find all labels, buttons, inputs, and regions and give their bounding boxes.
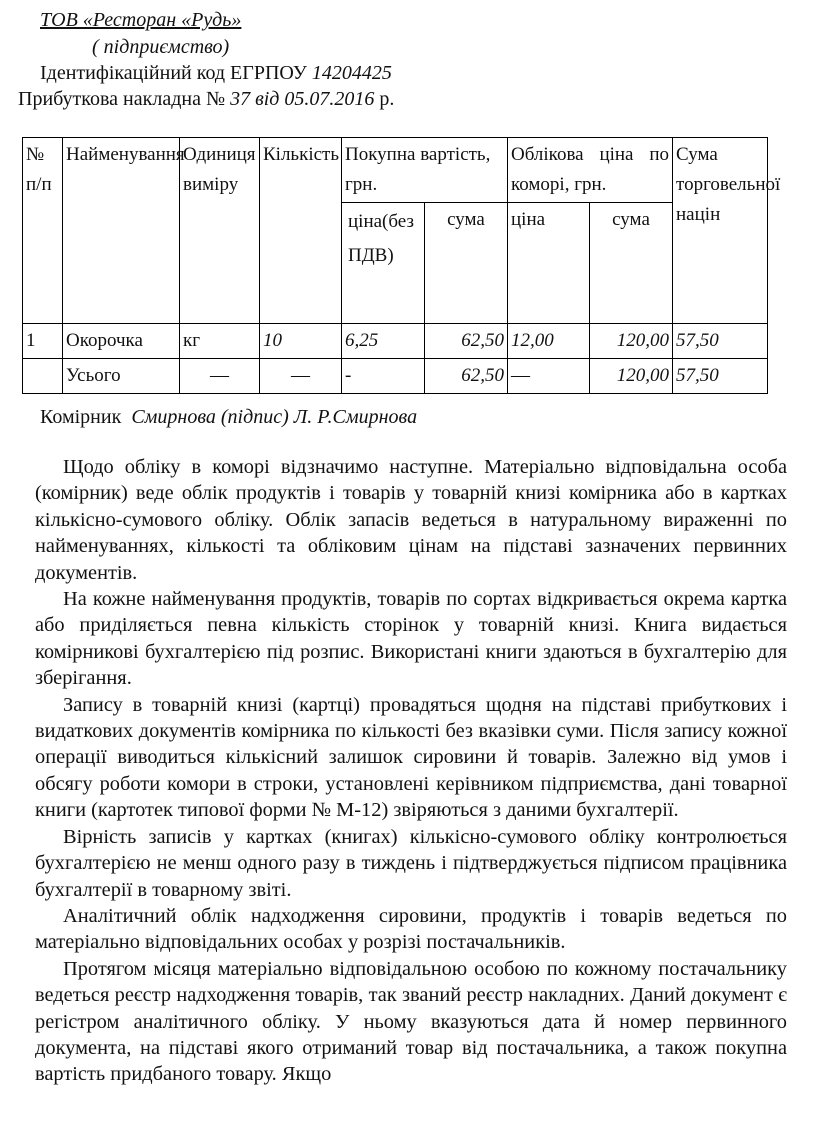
cell-num: 1 xyxy=(23,324,63,359)
storekeeper-signature: Смирнова (підпис) Л. Р.Смирнова xyxy=(131,406,418,428)
cell-unit: кг xyxy=(180,324,260,359)
cell-book-price: 12,00 xyxy=(508,324,590,359)
invoice-number-date: 37 від 05.07.2016 xyxy=(230,88,375,110)
header-purchase-sum: сума xyxy=(425,203,508,324)
cell-name: Окорочка xyxy=(63,324,180,359)
table-header-row xyxy=(23,138,768,203)
edrpou-label: Ідентифікаційний код ЕГРПОУ xyxy=(40,62,307,84)
paragraph: Аналітичний облік надходження сировини, продуктів і товарів ведеться по матеріально відповідальних особах у розрізі постачальників. xyxy=(35,904,787,954)
receipt-invoice-table xyxy=(22,137,781,394)
cell-name: Усього xyxy=(63,359,180,394)
paragraph: Запису в товарній книзі (картці) провадяться щодня на підставі прибуткових і видаткових документів комірника по кількості без вказівки суми. Після запису кожної операції виводиться кількісний залишок сировини й товарів. Залежно від умов і обсягу роботи комори в строки, установлені керівником підприємства, дані товарної книги (картотек типової форми № М-12) звіряються з даними бухгалтерії. xyxy=(35,693,787,822)
edrpou-value: 14204425 xyxy=(311,62,392,84)
cell-purchase-sum: 62,50 xyxy=(425,324,508,359)
invoice-title xyxy=(18,88,394,111)
invoice-label: Прибуткова накладна № xyxy=(18,88,226,110)
cell-purchase-sum: 62,50 xyxy=(425,359,508,394)
paragraph: Вірність записів у картках (книгах) кількісно-сумового обліку контролюється бухгалтерією не менш одного разу в тиждень і підтверджується підписом працівника бухгалтерії в товарному звіті. xyxy=(35,825,787,901)
header-trade-markup: Сума торговельної націн xyxy=(673,138,768,324)
cell-purchase-price: 6,25 xyxy=(342,324,425,359)
table-total-row xyxy=(23,359,768,394)
cell-book-price: — xyxy=(508,359,590,394)
header-unit: Одиниця виміру xyxy=(180,138,260,324)
table-row xyxy=(23,324,768,359)
header-purchase-price: ціна(без ПДВ) xyxy=(342,203,425,324)
cell-qty: 10 xyxy=(260,324,342,359)
header-book-price: Облікова ціна по коморі, грн. xyxy=(508,138,673,203)
cell-num xyxy=(23,359,63,394)
paragraph: На кожне найменування продуктів, товарів по сортах відкривається окрема картка або приділяється певна кількість сторінок у товарній книзі. Книга видається комірникові бухгалтерією під розпис. Використані книги здаються в бухгалтерію для зберігання. xyxy=(35,588,787,690)
cell-markup: 57,50 xyxy=(673,324,768,359)
invoice-suffix: р. xyxy=(379,88,395,110)
cell-book-sum: 120,00 xyxy=(590,324,673,359)
cell-unit: — xyxy=(180,359,260,394)
enterprise-caption: ( підприємство) xyxy=(92,36,230,58)
header-name: Найменування xyxy=(63,138,180,324)
header-quantity: Кількість xyxy=(260,138,342,324)
header-purchase-cost: Покупна вартість, грн. xyxy=(342,138,508,203)
paragraph: Протягом місяця матеріально відповідальною особою по кожному постачальнику ведеться реєстр надходження товарів, так званий реєстр накладних. Даний документ є регістром аналітичного обліку. У ньому вказуються дата й номер первинного документа, на підставі якого отриманий товар від постачальника, а також покупна вартість придбаного товару. Якщо xyxy=(35,957,787,1086)
company-name: ТОВ «Ресторан «Рудь» xyxy=(40,9,242,31)
paragraph: Щодо обліку в коморі відзначимо наступне. Матеріально відповідальна особа (комірник) веде облік продуктів і товарів у товарній книзі комірника або в картках кількісно-сумового обліку. Облік запасів ведеться в натуральному вираженні по найменуваннях, кількості та обліковим цінам на підставі зазначених первинних документів. xyxy=(35,456,787,584)
header-book-sum: сума xyxy=(590,203,673,324)
edrpou-code-line xyxy=(40,62,392,85)
header-number: № п/п xyxy=(23,138,63,324)
storekeeper-signature-line xyxy=(40,406,417,429)
cell-markup: 57,50 xyxy=(673,359,768,394)
header-book-price-sub: ціна xyxy=(508,203,590,324)
storekeeper-label: Комірник xyxy=(40,406,122,428)
cell-qty: — xyxy=(260,359,342,394)
cell-purchase-price: - xyxy=(342,359,425,394)
body-text xyxy=(35,454,787,1088)
cell-book-sum: 120,00 xyxy=(590,359,673,394)
